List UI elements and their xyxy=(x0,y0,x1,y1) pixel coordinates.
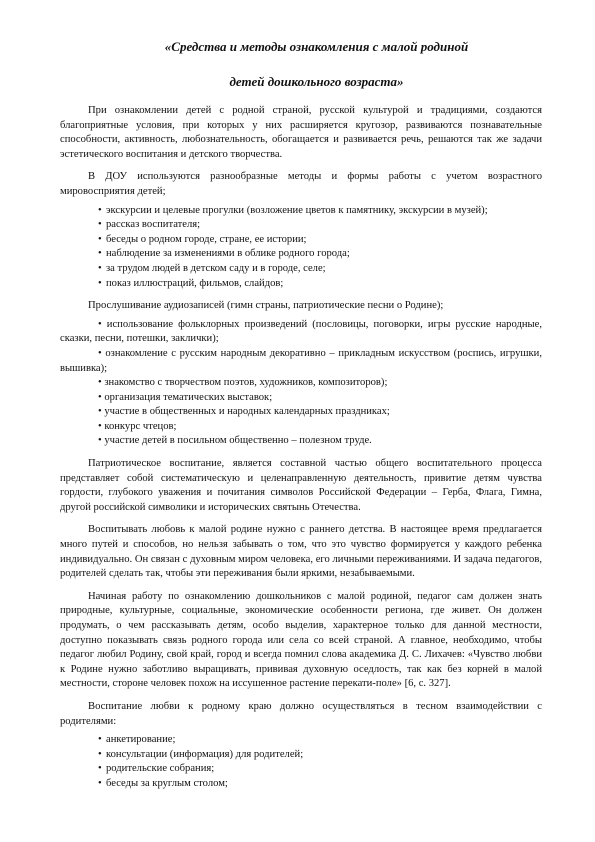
bullet-icon: • xyxy=(98,406,105,418)
paragraph-audio: Прослушивание аудиозаписей (гимн страны, патриотические песни о Родине); xyxy=(88,300,444,312)
list-item: • беседы за круглым столом; xyxy=(106,777,542,792)
list-item-text: конкурс чтецов; xyxy=(104,420,177,432)
bullet-icon: • xyxy=(98,435,105,447)
activities-list xyxy=(60,318,542,449)
list-item-text: ознакомление с русским народным декоративно – прикладным искусством (роспись, игрушки, вышивка); xyxy=(60,347,542,374)
list-item: • рассказ воспитателя; xyxy=(106,218,542,233)
list-item xyxy=(60,391,542,406)
methods-list xyxy=(60,204,542,292)
bullet-icon: • xyxy=(98,420,105,432)
list-item xyxy=(60,420,542,435)
paragraph-intro: При ознакомлении детей с родной страной, русской культурой и традициями, создаются благоприятные условия, при которых у них расширяется кругозор, развиваются познавательные способности, активность, любознательность, обогащается и развивается речь, решаются так же задачи эстетического воспитания и детского творчества. xyxy=(60,105,542,160)
paragraph-methods: В ДОУ используются разнообразные методы и формы работы с учетом возрастного мировосприятия детей; xyxy=(60,171,542,197)
list-item: • показ иллюстраций, фильмов, слайдов; xyxy=(106,277,542,292)
list-item xyxy=(60,434,542,449)
list-item: • беседы о родном городе, стране, ее истории; xyxy=(106,233,542,248)
bullet-icon: • xyxy=(98,377,105,389)
list-item-text: знакомство с творчеством поэтов, художников, композиторов); xyxy=(104,377,388,389)
list-item-text: использование фольклорных произведений (пословицы, поговорки, игры русские народные, сказки, песни, потешки, заклички); xyxy=(60,318,543,345)
list-item xyxy=(60,405,542,420)
list-item-text: организация тематических выставок; xyxy=(104,391,273,403)
list-item: • консультации (информация) для родителей; xyxy=(106,748,542,763)
document-title-line-1: «Средства и методы ознакомления с малой родиной xyxy=(164,39,469,54)
document-body xyxy=(60,104,542,800)
list-item: • родительские собрания; xyxy=(106,762,542,777)
bullet-icon: • xyxy=(98,318,107,330)
list-item xyxy=(60,376,542,391)
list-item: • экскурсии и целевые прогулки (возложение цветов к памятнику, экскурсии в музей); xyxy=(106,204,542,219)
list-item: • за трудом людей в детском саду и в городе, селе; xyxy=(106,262,542,277)
paragraph-patriotic: Патриотическое воспитание, является составной частью общего воспитательного процесса представляет собой систематическую и целенаправленную деятельность, привитие детям чувства гордости, глубокого уважения и почитания символов Российской Федерации – Герба, Флага, Гимна, другой российской символики и исторических святынь Отечества. xyxy=(60,458,542,513)
list-item xyxy=(60,347,542,376)
paragraph-teacher: Начиная работу по ознакомлению дошкольников с малой родиной, педагог сам должен знать природные, культурные, социальные, экономические особенности региона, где живет. Он должен продумать, о чем рассказывать детям, особо выделив, характерное только для данной местности, доступно показывать связь родного города или села со всей страной. А главное, необходимо, чтобы педагог любил Родину, свой край, город и всегда помнил слова академика Д. С. Лихачев: «Чувство любви к Родине нужно заботливо выращивать, прививая духовную оседлость, так как без корней в малой местности, стороне человек похож на иссушенное растение перекати-поле» [6, с. 327]. xyxy=(60,590,542,690)
list-item-text: участие в общественных и народных календарных праздниках; xyxy=(104,406,390,418)
bullet-icon: • xyxy=(98,391,105,403)
list-item: • анкетирование; xyxy=(106,733,542,748)
list-item-text: участие детей в посильном общественно – полезном труде. xyxy=(104,435,372,447)
paragraph-love: Воспитывать любовь к малой родине нужно с раннего детства. В настоящее время предлагается много путей и способов, но нельзя забывать о том, что это чувство формируется у каждого ребенка индивидуально. Он связан с духовным миром человека, его личными переживаниями. И задача педагогов, родителей сделать так, чтобы эти переживания были яркими, незабываемыми. xyxy=(60,524,542,580)
bullet-icon: • xyxy=(98,347,106,359)
list-item: • наблюдение за изменениями в облике родного города; xyxy=(106,247,542,262)
parents-list xyxy=(60,733,542,791)
list-item xyxy=(60,318,542,347)
paragraph-parents: Воспитание любви к родному краю должно осуществляться в тесном взаимодействии с родителями: xyxy=(60,700,542,727)
document-title-line-2: детей дошкольного возраста» xyxy=(229,74,404,89)
